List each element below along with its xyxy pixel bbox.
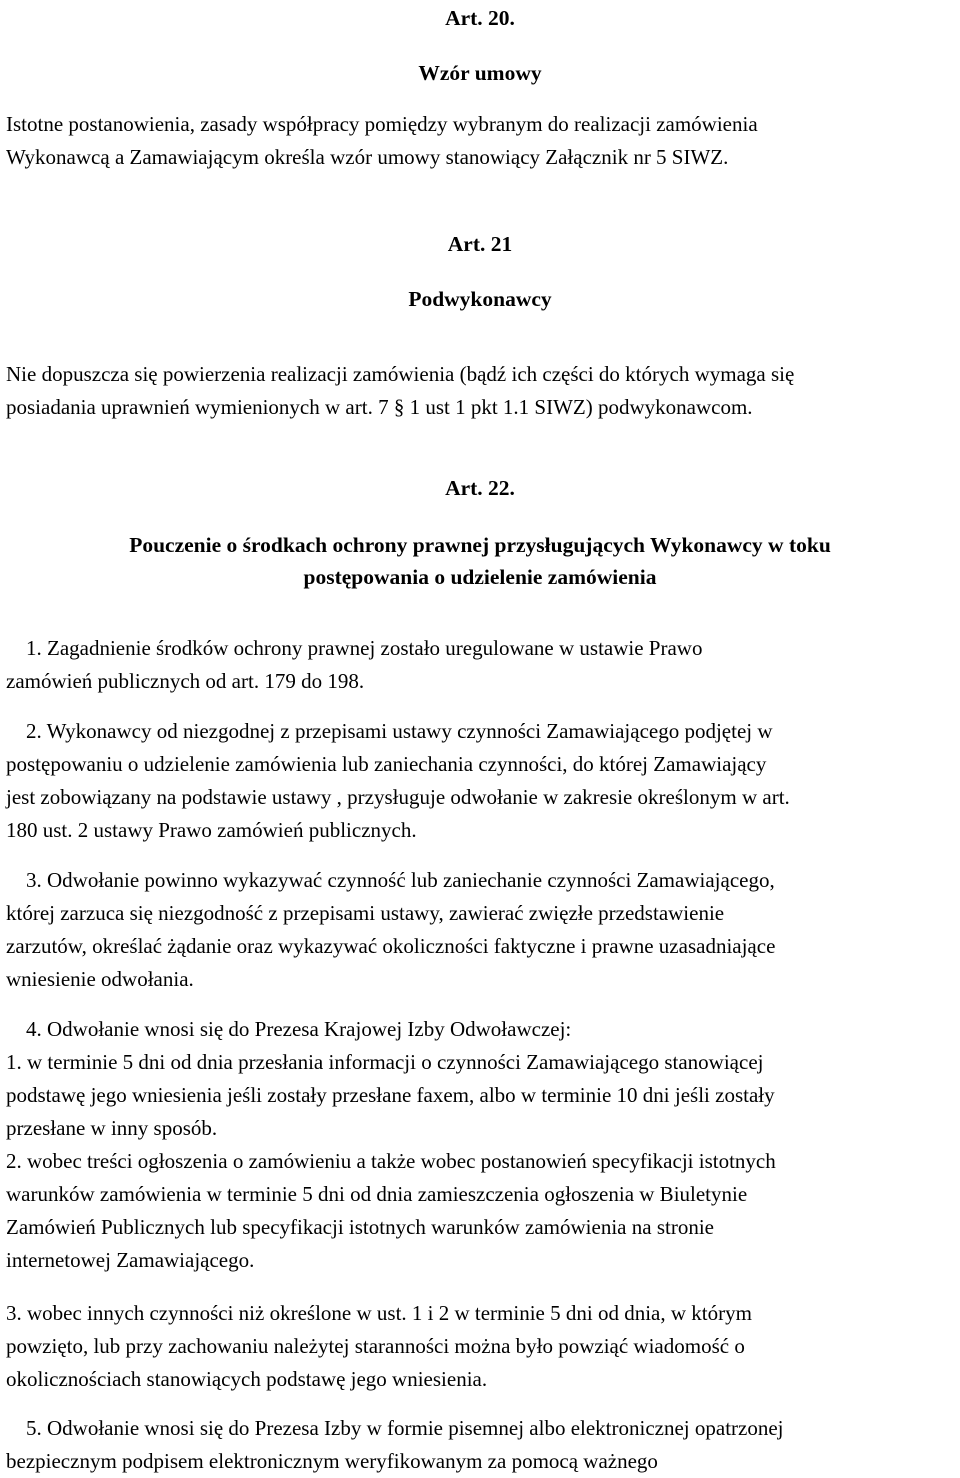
text-line: Nie dopuszcza się powierzenia realizacji zamówienia (bądź ich części do których wymaga się	[6, 362, 795, 386]
title-line: postępowania o udzielenie zamówienia	[303, 565, 657, 589]
paragraph-2	[6, 715, 960, 847]
article-22-heading: Art. 22.	[445, 476, 515, 500]
text-line: warunków zamówienia w terminie 5 dni od dnia zamieszczenia ogłoszenia w Biuletynie	[6, 1182, 748, 1206]
text-line: jest zobowiązany na podstawie ustawy , przysługuje odwołanie w zakresie określonym w art.	[6, 785, 790, 809]
text-line: 3. wobec innych czynności niż określone w ust. 1 i 2 w terminie 5 dni od dnia, w którym	[6, 1301, 752, 1325]
text-line: 180 ust. 2 ustawy Prawo zamówień publicznych.	[6, 818, 417, 842]
text-line: 1. Zagadnienie środków ochrony prawnej zostało uregulowane w ustawie Prawo	[26, 636, 703, 660]
paragraph-5	[6, 1412, 960, 1478]
text-line: Istotne postanowienia, zasady współpracy pomiędzy wybranym do realizacji zamówienia	[6, 112, 758, 136]
text-line: Wykonawcą a Zamawiającym określa wzór umowy stanowiący Załącznik nr 5 SIWZ.	[6, 145, 729, 169]
article-20-heading: Art. 20.	[445, 6, 515, 30]
text-line: zamówień publicznych od art. 179 do 198.	[6, 669, 365, 693]
text-line: 4. Odwołanie wnosi się do Prezesa Krajowej Izby Odwoławczej:	[26, 1017, 572, 1041]
article-22-title	[0, 529, 960, 593]
text-line: posiadania uprawnień wymienionych w art. 7 § 1 ust 1 pkt 1.1 SIWZ) podwykonawcom.	[6, 395, 753, 419]
article-20-body	[6, 108, 956, 174]
text-line: 2. Wykonawcy od niezgodnej z przepisami ustawy czynności Zamawiającego podjętej w	[26, 719, 773, 743]
text-line: bezpiecznym podpisem elektronicznym weryfikowanym za pomocą ważnego	[6, 1449, 658, 1473]
text-line: wniesienie odwołania.	[6, 967, 194, 991]
article-21-title: Podwykonawcy	[408, 287, 552, 311]
article-21-heading: Art. 21	[447, 232, 513, 256]
text-line: przesłane w inny sposób.	[6, 1116, 218, 1140]
article-20-title: Wzór umowy	[418, 61, 542, 85]
text-line: internetowej Zamawiającego.	[6, 1248, 255, 1272]
text-line: okolicznościach stanowiących podstawę jego wniesienia.	[6, 1367, 488, 1391]
paragraph-4	[6, 1013, 960, 1277]
paragraph-3	[6, 864, 960, 996]
text-line: której zarzuca się niezgodność z przepisami ustawy, zawierać zwięzłe przedstawienie	[6, 901, 725, 925]
text-line: 2. wobec treści ogłoszenia o zamówieniu a także wobec postanowień specyfikacji istotnych	[6, 1149, 776, 1173]
text-line: 5. Odwołanie wnosi się do Prezesa Izby w formie pisemnej albo elektronicznej opatrzonej	[26, 1416, 784, 1440]
text-line: podstawę jego wniesienia jeśli zostały przesłane faxem, albo w terminie 10 dni jeśli zostały	[6, 1083, 775, 1107]
text-line: Zamówień Publicznych lub specyfikacji istotnych warunków zamówienia na stronie	[6, 1215, 714, 1239]
paragraph-1	[6, 632, 960, 698]
text-line: powzięto, lub przy zachowaniu należytej staranności można było powziąć wiadomość o	[6, 1334, 745, 1358]
text-line: postępowaniu o udzielenie zamówienia lub zaniechania czynności, do której Zamawiający	[6, 752, 767, 776]
title-line: Pouczenie o środkach ochrony prawnej przysługujących Wykonawcy w toku	[129, 533, 831, 557]
paragraph-4-item-3	[6, 1297, 956, 1396]
text-line: 1. w terminie 5 dni od dnia przesłania informacji o czynności Zamawiającego stanowiącej	[6, 1050, 764, 1074]
text-line: zarzutów, określać żądanie oraz wykazywać okoliczności faktyczne i prawne uzasadniające	[6, 934, 776, 958]
text-line: 3. Odwołanie powinno wykazywać czynność lub zaniechanie czynności Zamawiającego,	[26, 868, 775, 892]
article-21-body	[6, 358, 956, 424]
